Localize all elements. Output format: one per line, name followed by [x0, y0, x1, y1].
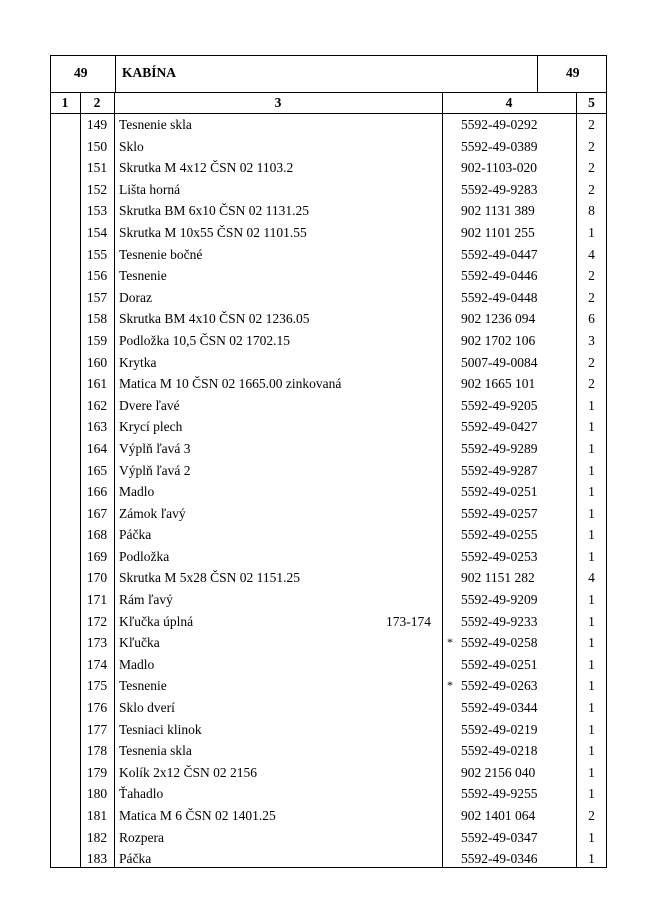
table-row	[50, 395, 607, 417]
item-marker: *	[447, 635, 453, 650]
table-row	[50, 330, 607, 352]
item-part-code: 902 1401 064	[461, 808, 536, 823]
item-part-code: 902 1702 106	[461, 332, 536, 348]
item-description: Skrutka BM 4x10 ČSN 02 1236.05	[119, 311, 310, 327]
item-part-code: 902 1665 101	[461, 376, 536, 392]
table-row	[50, 438, 607, 460]
item-quantity: 1	[588, 440, 595, 456]
column-header-3: 3	[274, 95, 282, 110]
item-part-code: 5592-49-9255	[461, 786, 538, 802]
table-row	[50, 373, 607, 395]
item-quantity: 2	[588, 289, 595, 305]
item-part-code: 5592-49-0448	[461, 289, 538, 305]
item-number: 158	[86, 311, 108, 327]
item-description: Madlo	[119, 484, 155, 500]
item-quantity: 8	[588, 203, 595, 219]
item-part-code: 5592-49-0255	[461, 527, 538, 543]
table-row	[50, 287, 607, 309]
item-description: Tesnenie	[119, 268, 167, 284]
table-row	[50, 589, 607, 611]
item-number: 181	[86, 808, 108, 823]
header-divider	[537, 55, 538, 93]
item-part-code: 5592-49-0347	[461, 829, 538, 845]
item-number: 163	[86, 419, 108, 435]
table-row	[50, 740, 607, 762]
table-row	[50, 611, 607, 633]
item-description: Zámok ľavý	[119, 505, 186, 521]
item-description: Kľučka	[119, 635, 160, 651]
item-description: Madlo	[119, 656, 155, 672]
item-part-code: 5592-49-0292	[461, 117, 538, 132]
item-description: Rám ľavý	[119, 592, 173, 608]
item-quantity: 1	[588, 656, 595, 672]
item-part-code: 5592-49-0218	[461, 743, 538, 759]
table-row	[50, 719, 607, 741]
item-description: Páčka	[119, 527, 152, 543]
table-row	[50, 308, 607, 330]
item-part-code: 902 1101 255	[461, 224, 535, 240]
item-number: 167	[86, 505, 108, 521]
item-part-code: 5592-49-0346	[461, 851, 538, 867]
item-quantity: 2	[588, 808, 595, 823]
item-quantity: 1	[588, 721, 595, 737]
item-quantity: 1	[588, 397, 595, 413]
table-row	[50, 783, 607, 805]
item-description: Tesnenia skla	[119, 743, 192, 759]
item-part-code: 5592-49-0447	[461, 246, 538, 262]
item-number: 182	[86, 829, 108, 845]
item-part-code: 902 1151 282	[461, 570, 535, 586]
item-number: 168	[86, 527, 108, 543]
item-description: Kolík 2x12 ČSN 02 2156	[119, 764, 258, 780]
section-number-right: 49	[566, 65, 580, 80]
item-description: Skrutka BM 6x10 ČSN 02 1131.25	[119, 203, 310, 219]
item-quantity: 2	[588, 160, 595, 176]
item-quantity: 1	[588, 764, 595, 780]
item-number: 174	[86, 656, 108, 672]
item-description: Kľučka úplná	[119, 613, 194, 629]
item-number: 151	[86, 160, 108, 176]
item-quantity: 1	[588, 527, 595, 543]
item-part-code: 5592-49-9205	[461, 397, 538, 413]
table-row	[50, 136, 607, 158]
item-part-code: 5592-49-9233	[461, 613, 538, 629]
item-marker: *	[447, 678, 453, 693]
item-number: 178	[86, 743, 108, 759]
item-part-code: 5592-49-9287	[461, 462, 538, 478]
item-description: Tesniaci klinok	[119, 721, 202, 737]
item-quantity: 2	[588, 117, 595, 132]
table-row	[50, 200, 607, 222]
item-part-code: 5592-49-9209	[461, 592, 538, 608]
table-row	[50, 805, 607, 827]
table-row	[50, 179, 607, 201]
table-row	[50, 460, 607, 482]
item-description: Sklo dverí	[119, 700, 175, 716]
item-description: Sklo	[119, 138, 144, 154]
item-description: Krycí plech	[119, 419, 183, 435]
item-number: 172	[86, 613, 108, 629]
section-number-left: 49	[74, 65, 88, 80]
item-quantity: 2	[588, 354, 595, 370]
item-number: 165	[86, 462, 108, 478]
item-quantity: 2	[588, 181, 595, 197]
item-part-code: 5592-49-0251	[461, 656, 538, 672]
item-number: 177	[86, 721, 108, 737]
item-quantity: 1	[588, 786, 595, 802]
item-number: 149	[86, 117, 108, 132]
column-header-row	[50, 93, 607, 114]
item-description: Dvere ľavé	[119, 397, 180, 413]
item-part-code: 902 1236 094	[461, 311, 536, 327]
item-quantity: 4	[588, 246, 595, 262]
item-quantity: 1	[588, 700, 595, 716]
item-description: Doraz	[119, 289, 152, 305]
item-quantity: 6	[588, 311, 595, 327]
table-row	[50, 675, 607, 697]
item-part-code: 5592-49-0344	[461, 700, 538, 716]
item-description: Skrutka M 5x28 ČSN 02 1151.25	[119, 570, 301, 586]
item-description: Tesnenie	[119, 678, 167, 694]
item-description: Páčka	[119, 851, 152, 867]
table-row	[50, 827, 607, 849]
item-number: 175	[86, 678, 108, 694]
item-part-code: 902 1131 389	[461, 203, 535, 219]
table-row	[50, 416, 607, 438]
item-number: 166	[86, 484, 108, 500]
item-description: Matica M 10 ČSN 02 1665.00 zinkovaná	[119, 376, 342, 392]
item-number: 160	[86, 354, 108, 370]
table-row	[50, 265, 607, 287]
item-part-code: 5592-49-0263	[461, 678, 538, 694]
item-quantity: 1	[588, 484, 595, 500]
section-header	[50, 55, 607, 93]
item-quantity: 1	[588, 678, 595, 694]
item-number: 164	[86, 440, 108, 456]
item-part-code: 5592-49-0253	[461, 548, 538, 564]
item-number: 179	[86, 764, 108, 780]
table-row	[50, 654, 607, 676]
item-description: Ťahadlo	[119, 786, 164, 802]
table-row	[50, 546, 607, 568]
table-row	[50, 848, 607, 870]
item-quantity: 2	[588, 138, 595, 154]
item-number: 159	[86, 332, 108, 348]
item-part-code: 902 2156 040	[461, 764, 536, 780]
parts-table-body	[50, 114, 607, 870]
item-quantity: 2	[588, 268, 595, 284]
column-header-5: 5	[588, 95, 595, 110]
item-description: Skrutka M 4x12 ČSN 02 1103.2	[119, 160, 294, 176]
item-number: 150	[86, 138, 108, 154]
item-number: 153	[86, 203, 108, 219]
item-number: 169	[86, 548, 108, 564]
item-description: Podložka	[119, 548, 170, 564]
item-number: 180	[86, 786, 108, 802]
item-number: 176	[86, 700, 108, 716]
item-description: Výplň ľavá 2	[119, 462, 191, 478]
item-quantity: 1	[588, 829, 595, 845]
item-quantity: 2	[588, 376, 595, 392]
table-row	[50, 697, 607, 719]
table-row	[50, 244, 607, 266]
item-quantity: 1	[588, 743, 595, 759]
item-number: 155	[86, 246, 108, 262]
item-quantity: 1	[588, 505, 595, 521]
table-row	[50, 352, 607, 374]
item-number: 157	[86, 289, 108, 305]
item-number: 161	[86, 376, 108, 392]
item-quantity: 1	[588, 851, 595, 867]
column-header-4: 4	[505, 95, 513, 110]
item-quantity: 1	[588, 592, 595, 608]
item-description: Podložka 10,5 ČSN 02 1702.15	[119, 332, 291, 348]
item-description: Rozpera	[119, 829, 164, 845]
item-number: 162	[86, 397, 108, 413]
table-row	[50, 762, 607, 784]
item-description: Tesnenie skla	[119, 117, 192, 132]
item-number: 156	[86, 268, 108, 284]
item-number: 152	[86, 181, 108, 197]
item-part-code: 5592-49-0427	[461, 419, 538, 435]
item-quantity: 1	[588, 462, 595, 478]
item-part-code: 5592-49-0219	[461, 721, 538, 737]
table-row	[50, 481, 607, 503]
table-row	[50, 157, 607, 179]
item-quantity: 3	[588, 332, 595, 348]
item-part-code: 5592-49-0257	[461, 505, 538, 521]
column-header-1: 1	[61, 95, 69, 110]
item-quantity: 1	[588, 224, 595, 240]
item-quantity: 1	[588, 548, 595, 564]
item-description: Krytka	[119, 354, 157, 370]
table-row	[50, 503, 607, 525]
item-number: 154	[86, 224, 108, 240]
item-quantity: 1	[588, 419, 595, 435]
table-row	[50, 567, 607, 589]
item-description: Matica M 6 ČSN 02 1401.25	[119, 808, 276, 823]
item-part-code: 5592-49-0389	[461, 138, 538, 154]
table-row	[50, 222, 607, 244]
item-part-code: 5592-49-0251	[461, 484, 538, 500]
item-part-code: 5592-49-9283	[461, 181, 538, 197]
item-number: 183	[86, 851, 108, 867]
section-title: KABÍNA	[122, 65, 177, 80]
item-quantity: 1	[588, 635, 595, 651]
column-header-2: 2	[93, 95, 101, 110]
table-row	[50, 632, 607, 654]
item-description: Lišta horná	[119, 181, 181, 197]
table-row	[50, 114, 607, 136]
table-row	[50, 524, 607, 546]
item-number: 170	[86, 570, 108, 586]
item-description: Skrutka M 10x55 ČSN 02 1101.55	[119, 224, 307, 240]
item-description: Tesnenie bočné	[119, 246, 203, 262]
item-reference: 173-174	[386, 613, 431, 629]
item-part-code: 5592-49-0446	[461, 268, 538, 284]
item-part-code: 5592-49-9289	[461, 440, 538, 456]
item-number: 173	[86, 635, 108, 651]
item-quantity: 1	[588, 613, 595, 629]
header-divider	[115, 55, 116, 93]
item-part-code: 902-1103-020	[461, 160, 537, 176]
item-number: 171	[86, 592, 108, 608]
item-part-code: 5592-49-0258	[461, 635, 538, 651]
item-description: Výplň ľavá 3	[119, 440, 191, 456]
item-part-code: 5007-49-0084	[461, 354, 538, 370]
item-quantity: 4	[588, 570, 595, 586]
